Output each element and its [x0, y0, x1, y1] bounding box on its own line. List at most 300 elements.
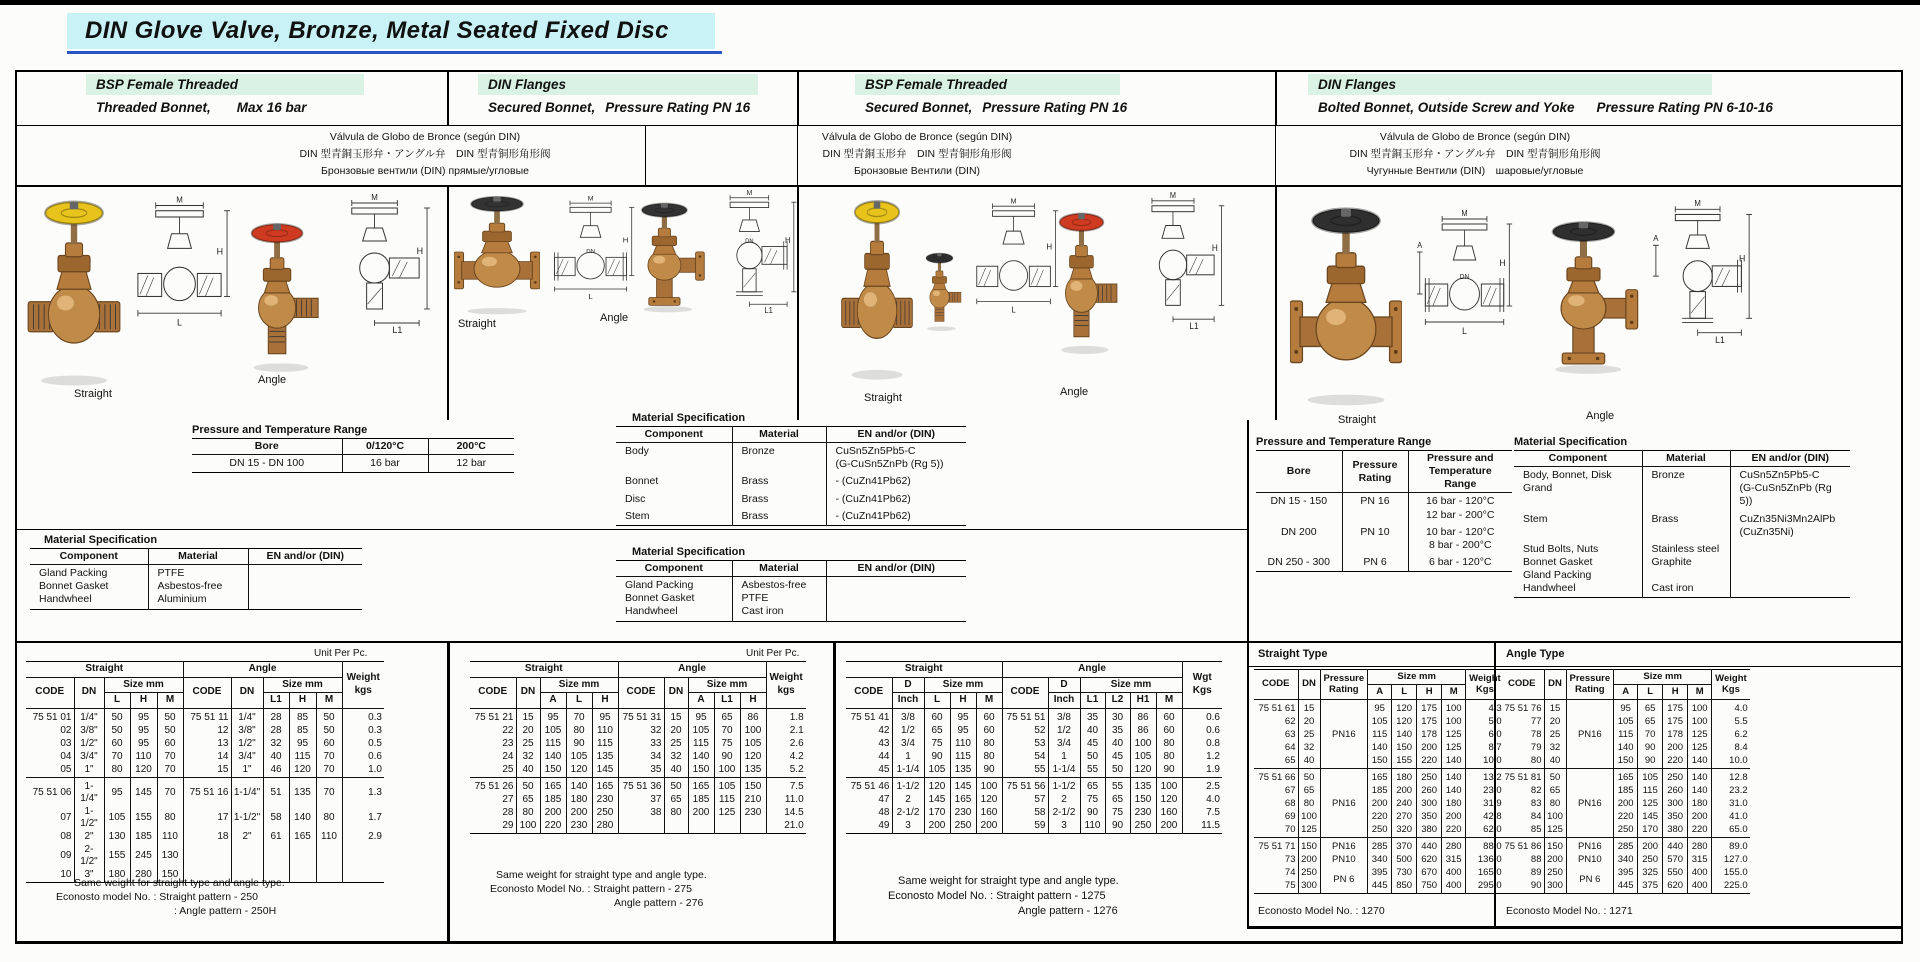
cell: Weight kgs — [766, 662, 806, 709]
column-4-header — [1308, 74, 1868, 115]
cell: 75 — [924, 738, 950, 751]
cell: 47 — [846, 794, 892, 807]
cell: H — [130, 693, 157, 709]
cell: 80 — [316, 806, 342, 831]
cell: H — [740, 693, 766, 709]
cell: 250 — [950, 820, 976, 834]
cell: A — [1614, 684, 1638, 699]
cell: 48 — [846, 807, 892, 820]
footer-line: Econosto Model No. : Straight pattern - 275 — [490, 883, 692, 895]
cell: 140 — [688, 751, 714, 764]
cell: 80 — [976, 751, 1002, 764]
cell: 150 — [1368, 755, 1392, 769]
cell — [1730, 541, 1850, 598]
straight-valve-photo — [1290, 194, 1402, 408]
cell: 70 — [566, 708, 592, 725]
cell: 75 51 01 — [26, 708, 74, 725]
cell: 325 — [1638, 867, 1663, 880]
rule — [447, 70, 449, 125]
cell: 1-1/2 — [892, 777, 924, 794]
cell: 3/8" — [231, 725, 263, 738]
cell: 395 — [1368, 867, 1392, 880]
dimensions-table-col4-angle — [1500, 669, 1750, 894]
cell: 170 — [1638, 824, 1663, 838]
cell: 15 — [664, 708, 688, 725]
cell: 49 — [846, 820, 892, 834]
cell: 4.3 — [1466, 699, 1504, 716]
cell: 8.7 — [1466, 742, 1504, 755]
cell: M — [1442, 684, 1466, 699]
cell: 200°C — [428, 439, 514, 455]
cell: Size mm — [263, 677, 342, 693]
material-specification-table — [616, 560, 966, 622]
cell: 32 — [664, 751, 688, 764]
cell: 0/120°C — [342, 439, 428, 455]
cell: 100 — [740, 725, 766, 738]
cell: 70 — [316, 764, 342, 778]
rule — [15, 70, 17, 941]
cell: 175 — [1663, 716, 1688, 729]
cell: 115 — [289, 751, 316, 764]
cell: 1.9 — [1182, 764, 1222, 778]
cell: CODE — [1254, 670, 1298, 700]
dimensions-table — [1500, 669, 1750, 894]
cell: 100 — [1130, 738, 1156, 751]
cell: 260 — [1417, 785, 1442, 798]
cell: 110 — [130, 751, 157, 764]
cell: 29 — [470, 820, 516, 834]
cell: Angle — [183, 662, 342, 678]
cell: Size mm — [540, 677, 618, 693]
cell: 136.0 — [1466, 854, 1504, 867]
dimension-label-h: H — [622, 235, 629, 245]
cell: 35 — [1080, 708, 1105, 725]
angle-valve-photo — [1046, 204, 1122, 356]
cell: 58 — [263, 806, 289, 831]
cell: 145 — [1638, 811, 1663, 824]
cell: A — [1368, 684, 1392, 699]
cell: 2" — [231, 831, 263, 844]
cell: 77 — [1500, 716, 1544, 729]
cell: 200 — [1392, 785, 1417, 798]
cell: 200 — [1368, 798, 1392, 811]
straight-caption: Straight — [74, 388, 112, 400]
cell: 445 — [1614, 880, 1638, 894]
rule — [15, 641, 1903, 643]
product-name: BSP Female Threaded — [855, 74, 1120, 95]
cell: 300 — [1544, 880, 1566, 894]
cell: 4.0 — [1182, 794, 1222, 807]
cell: Gland Packing Bonnet Gasket Handwheel — [616, 577, 732, 621]
cell: PN 6 — [1320, 867, 1368, 894]
cell: 45 — [1080, 738, 1105, 751]
cell: 65 — [1105, 794, 1130, 807]
cell: 230 — [950, 807, 976, 820]
cell: 21.0 — [766, 820, 806, 834]
cell: 135 — [1130, 777, 1156, 794]
cell: L1 — [263, 693, 289, 709]
cell: 370 — [1392, 837, 1417, 854]
cell: 1/2 — [892, 725, 924, 738]
econosto-model-note-angle: Econosto Model No. : 1271 — [1506, 905, 1633, 917]
dimension-label-m: M — [1010, 196, 1017, 206]
dimension-label-m: M — [1169, 190, 1177, 200]
cell: CuSn5Zn5Pb5-C (G-CuSn5ZnPb (Rg 5)) — [1730, 467, 1850, 511]
cell — [183, 844, 231, 869]
cell: 85 — [1500, 824, 1544, 838]
cell: CODE — [183, 677, 231, 708]
cell: A — [540, 693, 566, 709]
cell: 295.0 — [1466, 880, 1504, 894]
cell: 28 — [470, 807, 516, 820]
cell: 90 — [976, 764, 1002, 778]
header-subtitle — [86, 95, 378, 115]
cell: DN 200 — [1256, 524, 1342, 554]
cell: 130 — [157, 844, 183, 869]
cell: 100 — [1298, 811, 1320, 824]
cell: 59 — [1002, 820, 1048, 834]
cell: 140 — [1442, 785, 1466, 798]
cell: 60 — [316, 738, 342, 751]
cell: 25 — [1298, 729, 1320, 742]
cell: 04 — [26, 751, 74, 764]
cell: 90 — [924, 751, 950, 764]
cell: Size mm — [1614, 670, 1712, 685]
cell: 200 — [1614, 798, 1638, 811]
cell: 145 — [924, 794, 950, 807]
rule — [1275, 185, 1277, 420]
cell: 62.0 — [1466, 824, 1504, 838]
cell: 17 — [183, 806, 231, 831]
cell: 50 — [1105, 764, 1130, 778]
pressure-rating: Pressure Rating PN 16 — [605, 100, 751, 115]
cell: 125 — [1638, 798, 1663, 811]
cell: 850 — [1392, 880, 1417, 894]
cell: 1.2 — [1182, 751, 1222, 764]
description-line: DIN 型青銅玉形弁・アングル弁 DIN 型青铜形角形阀 — [299, 148, 551, 160]
cell: 54 — [1002, 751, 1048, 764]
cell: EN and/or (DIN) — [1730, 451, 1850, 467]
cell: 13.2 — [1466, 768, 1504, 785]
cell: PN 6 — [1566, 867, 1614, 894]
cell: 180 — [104, 869, 130, 883]
cell: 140 — [1442, 755, 1466, 769]
cell: 95 — [289, 738, 316, 751]
cell: 4.2 — [766, 751, 806, 764]
cell: Stud Bolts, Nuts Bonnet Gasket Gland Packing Handwheel — [1514, 541, 1642, 598]
cell: 1-1/2" — [231, 806, 263, 831]
cell: 22 — [470, 725, 516, 738]
cell: 90 — [1156, 764, 1182, 778]
cell: 220 — [1417, 755, 1442, 769]
cell: 50 — [516, 777, 540, 794]
cell: 125 — [1688, 742, 1712, 755]
cell: Weight Kgs — [1466, 670, 1504, 700]
cell: 1/2 — [1048, 725, 1080, 738]
cell: D — [892, 677, 924, 693]
cell: 15 — [516, 708, 540, 725]
cell: 250 — [1368, 824, 1392, 838]
cell: 75 51 31 — [618, 708, 664, 725]
cell: 03 — [26, 738, 74, 751]
cell: 120 — [130, 764, 157, 778]
cell: 165.0 — [1466, 867, 1504, 880]
dimension-label-l1: L1 — [392, 324, 403, 334]
cell: 55 — [1080, 764, 1105, 778]
cell: 53 — [1002, 738, 1048, 751]
cell: 1/4" — [231, 708, 263, 725]
cell: 125 — [1442, 729, 1466, 742]
cell: DN 15 - 150 — [1256, 493, 1342, 524]
cell: 16 bar — [342, 455, 428, 473]
cell: 620 — [1417, 854, 1442, 867]
cell: Pressure Rating — [1566, 670, 1614, 700]
cell: 175 — [1663, 699, 1688, 716]
cell: 23 — [470, 738, 516, 751]
cell: 12 — [183, 725, 231, 738]
cell: 86 — [1130, 725, 1156, 738]
cell: 75 51 56 — [1002, 777, 1048, 794]
cell: 70 — [714, 725, 740, 738]
cell: 185 — [1614, 785, 1638, 798]
cell: 105 — [566, 751, 592, 764]
cell: 440 — [1417, 837, 1442, 854]
cell — [316, 869, 342, 883]
cell: 200 — [566, 807, 592, 820]
table-title: Material Specification — [632, 412, 746, 424]
cell: 120 — [1392, 716, 1417, 729]
angle-caption: Angle — [1060, 386, 1089, 398]
cell: Size mm — [1368, 670, 1466, 685]
cell: 200 — [540, 807, 566, 820]
cell: 3/4 — [1048, 738, 1080, 751]
cell: 110 — [592, 725, 618, 738]
cell: 60 — [976, 725, 1002, 738]
dimensions-table-col1 — [26, 661, 384, 883]
dimension-label-m: M — [587, 195, 594, 203]
straight-valve-drawing — [128, 194, 232, 332]
cell: - (CuZn41Pb62) — [826, 491, 966, 508]
cell: 60 — [1156, 708, 1182, 725]
dimension-label-m: M — [1694, 199, 1701, 209]
cell: 40 — [664, 764, 688, 778]
cell: Brass — [732, 508, 826, 526]
cell: 100 — [1688, 699, 1712, 716]
straight-valve-photo — [26, 188, 122, 388]
dimension-label-h: H — [416, 245, 424, 257]
cell: 1-1/2 — [1048, 777, 1080, 794]
cell: DN — [1544, 670, 1566, 700]
dimension-label-l: L — [1011, 305, 1016, 315]
cell: 40 — [263, 751, 289, 764]
straight-valve-drawing — [1416, 208, 1514, 340]
cell: 395 — [1614, 867, 1638, 880]
cell: Pressure Rating — [1320, 670, 1368, 700]
cell: 127.0 — [1712, 854, 1750, 867]
cell: 95 — [688, 708, 714, 725]
straight-valve-photo — [454, 188, 540, 316]
pressure-rating: Max 16 bar — [236, 100, 307, 115]
small-angle-valve-photo — [918, 248, 964, 332]
cell: 165 — [1614, 768, 1638, 785]
cell: 46 — [263, 764, 289, 778]
cell: 110 — [157, 831, 183, 844]
cell: PN10 — [1566, 854, 1614, 867]
cell: 60 — [104, 738, 130, 751]
cell: 80 — [1298, 798, 1320, 811]
cell: M — [1688, 684, 1712, 699]
cell: Pressure and Temperature Range — [1408, 451, 1512, 493]
rule — [15, 185, 1903, 187]
cell: 115 — [1638, 785, 1663, 798]
cell: 5.2 — [766, 764, 806, 778]
cell: 285 — [1368, 837, 1392, 854]
cell: 27 — [470, 794, 516, 807]
cell: 75 51 61 — [1254, 699, 1298, 716]
table-title: Material Specification — [632, 546, 746, 558]
cell: 95 — [950, 708, 976, 725]
pressure-rating: Pressure Rating PN 16 — [982, 100, 1128, 115]
cell: 38 — [618, 807, 664, 820]
cell: 90 — [1638, 742, 1663, 755]
cell: 105 — [1368, 716, 1392, 729]
cell: 210 — [740, 794, 766, 807]
cell: 115 — [688, 738, 714, 751]
angle-type-title: Angle Type — [1506, 648, 1565, 660]
cell: 280 — [1442, 837, 1466, 854]
cell: 2-1/2 — [1048, 807, 1080, 820]
column-1-header — [86, 74, 378, 115]
cell: H — [1417, 684, 1442, 699]
dimension-label-m: M — [371, 192, 378, 203]
cell: 58 — [1002, 807, 1048, 820]
cell: 90 — [1105, 820, 1130, 834]
cell: 60 — [157, 738, 183, 751]
cell: 90 — [1080, 807, 1105, 820]
cell: 150 — [1544, 837, 1566, 854]
cell: 95 — [130, 725, 157, 738]
cell: 3 — [1048, 820, 1080, 834]
cell: 75 51 51 — [1002, 708, 1048, 725]
cell: Brass — [732, 491, 826, 508]
cell: 200 — [976, 820, 1002, 834]
cell: 57 — [1002, 794, 1048, 807]
cell: 95 — [950, 725, 976, 738]
cell: 230 — [740, 807, 766, 820]
pressure-temperature-table — [192, 438, 514, 473]
cell: 1.8 — [766, 708, 806, 725]
cell: 45 — [1105, 751, 1130, 764]
cell: 175 — [1417, 699, 1442, 716]
cell: 140 — [1614, 742, 1638, 755]
cell: 135 — [740, 764, 766, 778]
cell: 85 — [289, 708, 316, 725]
cell: 63 — [1254, 729, 1298, 742]
cell: 65 — [1638, 699, 1663, 716]
cell: 6.2 — [1712, 729, 1750, 742]
cell — [664, 820, 688, 834]
cell: 178 — [1663, 729, 1688, 742]
cell: Stem — [616, 508, 732, 526]
cell: 88 — [1500, 854, 1544, 867]
cell: 165 — [289, 831, 316, 844]
cell: M — [1156, 693, 1182, 709]
cell: 3/4" — [74, 751, 104, 764]
cell: Inch — [1048, 693, 1080, 709]
cell: 125 — [1544, 824, 1566, 838]
cell: CODE — [26, 677, 74, 708]
angle-valve-drawing — [1130, 190, 1226, 330]
cell: 150 — [1614, 755, 1638, 769]
rule — [15, 125, 1903, 126]
cell: 69 — [1254, 811, 1298, 824]
cell: Bronze — [1642, 467, 1730, 511]
cell: DN — [1298, 670, 1320, 700]
cell: 1" — [74, 764, 104, 778]
cell: 2.9 — [342, 831, 384, 844]
cell: 75 51 41 — [846, 708, 892, 725]
dimensions-table — [846, 661, 1222, 834]
cell: 61 — [263, 831, 289, 844]
cell: 120 — [976, 794, 1002, 807]
angle-caption: Angle — [258, 374, 287, 386]
pressure-temperature-table — [1256, 450, 1512, 572]
cell: 280 — [592, 820, 618, 834]
material-specification-block — [30, 534, 362, 610]
cell: 140 — [1688, 768, 1712, 785]
rule — [1275, 70, 1277, 125]
econosto-model-note-straight: Econosto Model No. : 1270 — [1258, 905, 1385, 917]
cell: 10.0 — [1466, 755, 1504, 769]
cell: 40 — [1105, 738, 1130, 751]
cell: 82 — [1500, 785, 1544, 798]
cell: 240 — [1392, 798, 1417, 811]
cell: PN 6 — [1342, 554, 1408, 572]
cell: 60 — [924, 708, 950, 725]
rule — [1247, 641, 1249, 926]
cell: 35 — [1105, 725, 1130, 738]
cell: Straight — [846, 662, 1002, 678]
cell: 110 — [316, 831, 342, 844]
cell: 115 — [540, 738, 566, 751]
cell: Component — [30, 549, 148, 565]
cell: 550 — [1663, 867, 1688, 880]
cell: 155 — [104, 844, 130, 869]
cell: 85 — [289, 725, 316, 738]
cell: 200 — [1298, 854, 1320, 867]
cell: 165 — [950, 794, 976, 807]
cell: 75 51 11 — [183, 708, 231, 725]
cell: CODE — [1002, 677, 1048, 708]
cell: 70 — [104, 751, 130, 764]
cell: 6.0 — [1466, 729, 1504, 742]
dimension-label-l1: L1 — [1189, 320, 1199, 330]
cell: 75 — [1105, 807, 1130, 820]
cell: A — [688, 693, 714, 709]
bonnet-type: Secured Bonnet, — [488, 100, 596, 115]
footer-line: Same weight for straight type and angle type. — [496, 869, 707, 881]
cell: 155.0 — [1712, 867, 1750, 880]
cell: 75 51 71 — [1254, 837, 1298, 854]
cell: 2 — [1048, 794, 1080, 807]
cell — [231, 844, 263, 869]
cell: 25 — [664, 738, 688, 751]
cell: 150 — [157, 869, 183, 883]
cell: 100 — [976, 777, 1002, 794]
dimension-label-dn: DN — [586, 249, 595, 256]
description-line: DIN 型青銅玉形弁・アングル弁 DIN 型青铜形角形阀 — [1349, 148, 1601, 160]
cell: Body — [616, 443, 732, 474]
